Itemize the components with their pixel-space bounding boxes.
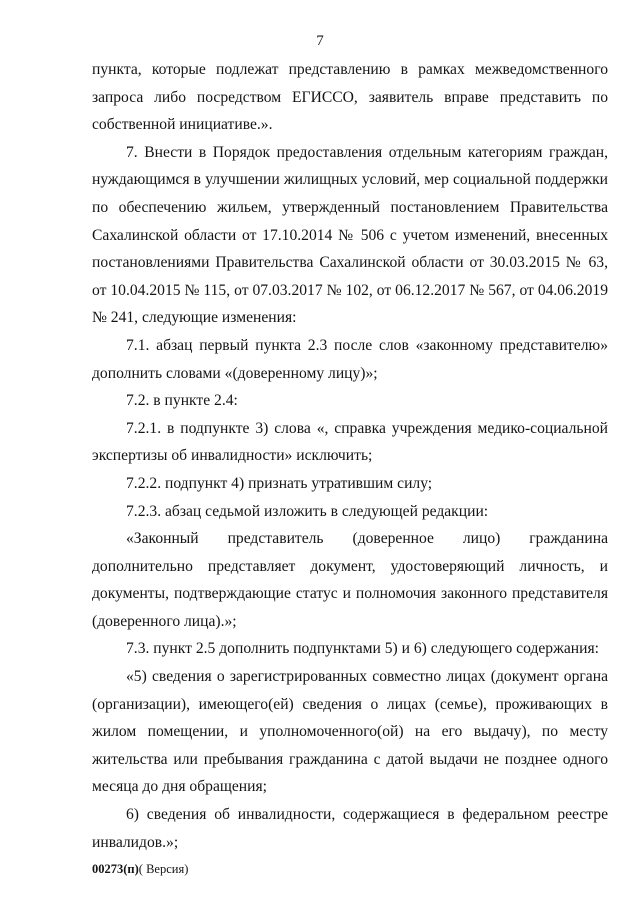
paragraph-item-7-2-3: 7.2.3. абзац седьмой изложить в следующей редакции: bbox=[126, 502, 489, 520]
paragraph-quote-representative: «Законный представитель (доверенное лицо) гражданина дополнительно представляет документ, удостоверяющий личность, и документы, подтверждающие статус и полномочия законного представителя (доверенного лица).»; bbox=[92, 530, 608, 630]
document-body bbox=[92, 56, 608, 856]
paragraph-item-7-2: 7.2. в пункте 2.4: bbox=[126, 392, 238, 410]
document-footer bbox=[92, 862, 188, 877]
paragraph-item-7-2-1: 7.2.1. в подпункте 3) слова «, справка учреждения медико-социальной экспертизы об инвалидности» исключить; bbox=[92, 419, 608, 465]
paragraph-continuation: пункта, которые подлежат представлению в рамках межведомственного запроса либо посредством ЕГИССО, заявитель вправе представить по собственной инициативе.». bbox=[92, 61, 608, 134]
document-code: 00273(п) bbox=[92, 862, 139, 876]
paragraph-subitem-6: 6) сведения об инвалидности, содержащиеся в федеральном реестре инвалидов.»; bbox=[92, 806, 608, 851]
paragraph-subitem-5: «5) сведения о зарегистрированных совместно лицах (документ органа (организации), имеющего(ей) сведения о лицах (семье), проживающих в жилом помещении, и уполномоченного(ой) на его выдачу), по месту жительства или пребывания гражданина с датой выдачи не позднее одного месяца до дня обращения; bbox=[92, 668, 608, 796]
paragraph-item-7-2-2: 7.2.2. подпункт 4) признать утратившим силу; bbox=[126, 474, 433, 492]
paragraph-item-7: 7. Внести в Порядок предоставления отдельным категориям граждан, нуждающимся в улучшении жилищных условий, мер социальной поддержки по обеспечению жильем, утвержденный постановлением Правительства Сахалинской области от 17.10.2014 № 506 с учетом изменений, внесенных постановлениями Правительства Сахалинской области от 30.03.2015 № 63, от 10.04.2015 № 115, от 07.03.2017 № 102, от 06.12.2017 № 567, от 04.06.2019 № 241, следующие изменения: bbox=[92, 143, 608, 327]
paragraph-item-7-1: 7.1. абзац первый пункта 2.3 после слов «законному представителю» дополнить словами «(доверенному лицу)»; bbox=[92, 336, 608, 382]
page-number: 7 bbox=[316, 33, 324, 49]
paragraph-item-7-3: 7.3. пункт 2.5 дополнить подпунктами 5) и 6) следующего содержания: bbox=[126, 640, 599, 658]
version-label: ( Версия) bbox=[138, 862, 189, 876]
